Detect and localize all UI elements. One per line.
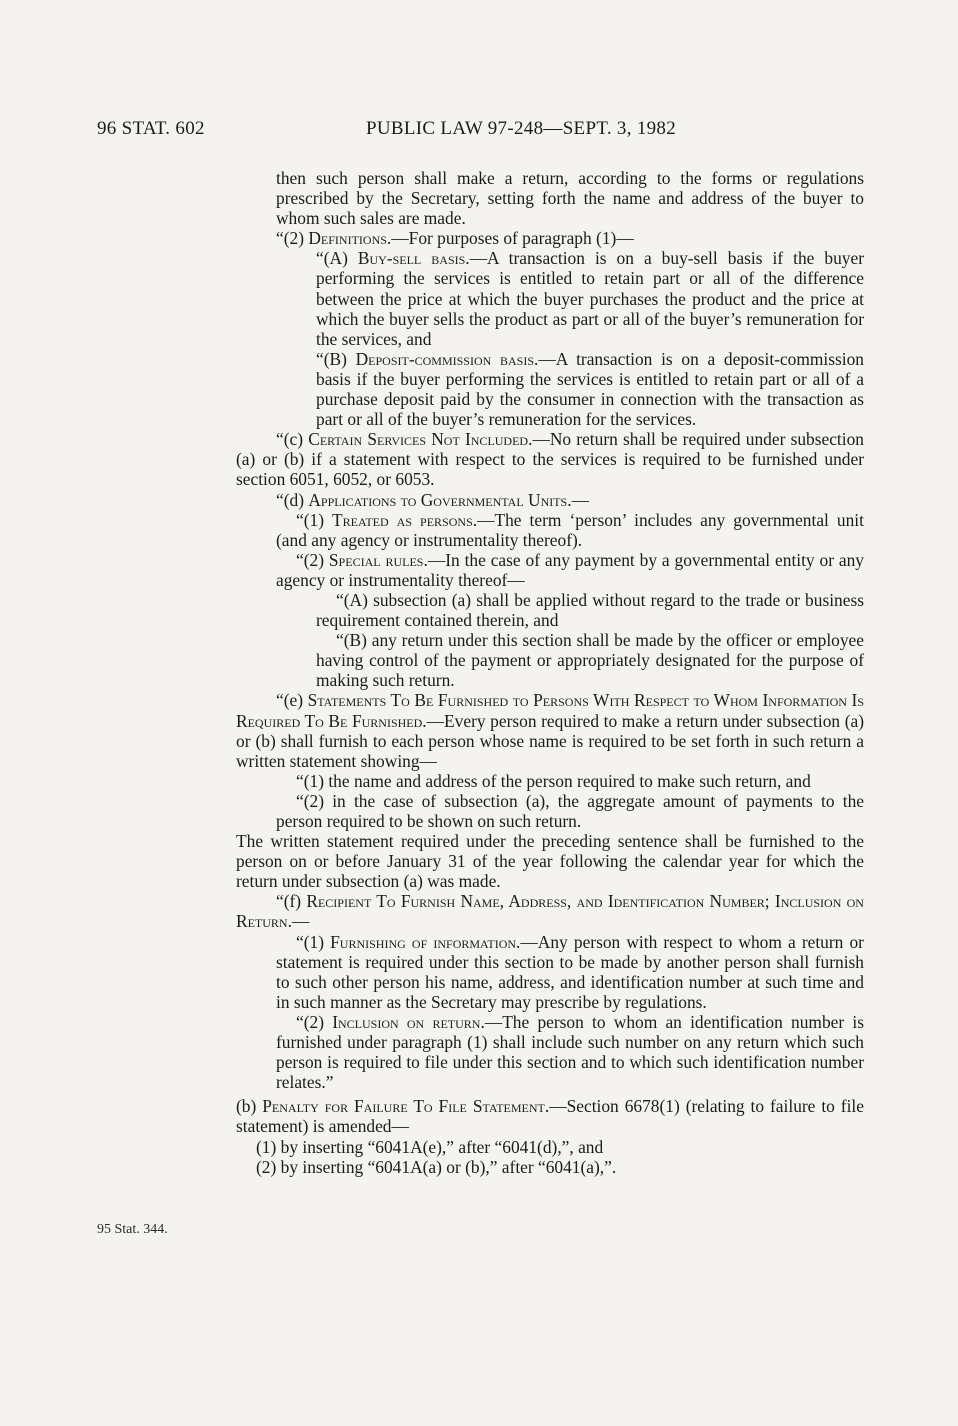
- paragraph-d1: “(1) Treated as persons.—The term ‘person’ includes any governmental unit (and any agency or instrumentality thereof).: [276, 509, 864, 550]
- heading-d1: Treated as persons.: [332, 509, 478, 530]
- law-title: PUBLIC LAW 97-248—SEPT. 3, 1982: [366, 118, 677, 139]
- heading-deposit-commission: Deposit-commission basis.: [355, 348, 539, 369]
- paragraph-b: (b) Penalty for Failure To File Statement.—Section 6678(1) (relating to failure to file statement) is amended—: [236, 1096, 864, 1137]
- stat-page-number: 96 STAT. 602: [97, 118, 205, 139]
- heading-f1: Furnishing of information.: [330, 931, 521, 952]
- paragraph-d2-A: “(A) subsection (a) shall be applied without regard to the trade or business requirement contained therein, and: [316, 589, 864, 631]
- margin-citation: 95 Stat. 344.: [97, 1222, 168, 1237]
- paragraph-f2: “(2) Inclusion on return.—The person to whom an identification number is furnished under paragraph (1) shall include such number on any return which such person is required to file under this section and to which such identification number relates.”: [276, 1011, 864, 1093]
- heading-f: Recipient To Furnish Name, Address, and Identification Number; Inclusion on Return.: [236, 891, 864, 932]
- paragraph-f: “(f) Recipient To Furnish Name, Address, and Identification Number; Inclusion on Return.—: [236, 891, 864, 932]
- paragraph-b2: (2) by inserting “6041A(a) or (b),” after “6041(a),”.: [256, 1156, 617, 1177]
- paragraph-e1: “(1) the name and address of the person required to make such return, and: [296, 770, 811, 791]
- heading-f2: Inclusion on return.: [332, 1011, 485, 1032]
- heading-b: Penalty for Failure To File Statement.: [262, 1096, 550, 1117]
- paragraph-f1: “(1) Furnishing of information.—Any person with respect to whom a return or statement is required under this section to be made by another person shall furnish to such other person his name, address, and identification number at such time and in such manner as the Secretary may prescribe by regulations.: [276, 931, 864, 1012]
- paragraph-definitions: “(2) Definitions.—For purposes of paragraph (1)—: [276, 228, 634, 249]
- heading-d2: Special rules.: [328, 549, 428, 570]
- heading-c: Certain Services Not Included.: [308, 429, 533, 450]
- paragraph-c: “(c) Certain Services Not Included.—No return shall be required under subsection (a) or (b) if a statement with respect to the services is required to be furnished under section 6051, 6052, or 6053.: [236, 429, 864, 490]
- paragraph-e2: “(2) in the case of subsection (a), the aggregate amount of payments to the person required to be shown on such return.: [276, 790, 864, 831]
- heading-definitions: Definitions.: [308, 228, 392, 249]
- heading-d: Applications to Governmental Units.: [308, 489, 572, 510]
- heading-buy-sell: Buy-sell basis.: [357, 248, 470, 269]
- paragraph-buy-sell: “(A) Buy-sell basis.—A transaction is on a buy-sell basis if the buyer performing the services is entitled to retain part or all of the difference between the price at which the buyer purchases the product and the price at which the buyer sells the product as part or all of the buyer’s remuneration for the services, and: [316, 248, 864, 349]
- paragraph-e-after: The written statement required under the preceding sentence shall be furnished to the person on or before January 31 of the year following the calendar year for which the return under subsection (a) was made.: [236, 831, 864, 892]
- paragraph-deposit-commission: “(B) Deposit-commission basis.—A transaction is on a deposit-commission basis if the buyer performing the services is entitled to retain part or all of a purchase deposit paid by the consumer in connection with the transaction as part or all of the buyer’s remuneration for the services.: [316, 348, 864, 430]
- paragraph-d: “(d) Applications to Governmental Units.—: [276, 489, 589, 510]
- statute-text: [236, 168, 864, 1177]
- paragraph-b1: (1) by inserting “6041A(e),” after “6041(d),”, and: [256, 1136, 604, 1157]
- paragraph-e: “(e) Statements To Be Furnished to Persons With Respect to Whom Information Is Required To Be Furnished.—Every person required to make a return under subsection (a) or (b) shall furnish to each person whose name is required to be set forth in such return a written statement showing—: [236, 690, 864, 771]
- paragraph-d2-B: “(B) any return under this section shall be made by the officer or employee having control of the payment or appropriately designated for the purpose of making such return.: [316, 630, 864, 691]
- page-header: [0, 118, 958, 148]
- heading-e: Statements To Be Furnished to Persons With Respect to Whom Information Is Required To Be Furnished.: [236, 690, 864, 731]
- paragraph-d2: “(2) Special rules.—In the case of any payment by a governmental entity or any agency or instrumentality thereof—: [276, 549, 864, 590]
- paragraph-continuation: then such person shall make a return, according to the forms or regulations prescribed by the Secretary, setting forth the name and address of the buyer to whom such sales are made.: [276, 168, 864, 229]
